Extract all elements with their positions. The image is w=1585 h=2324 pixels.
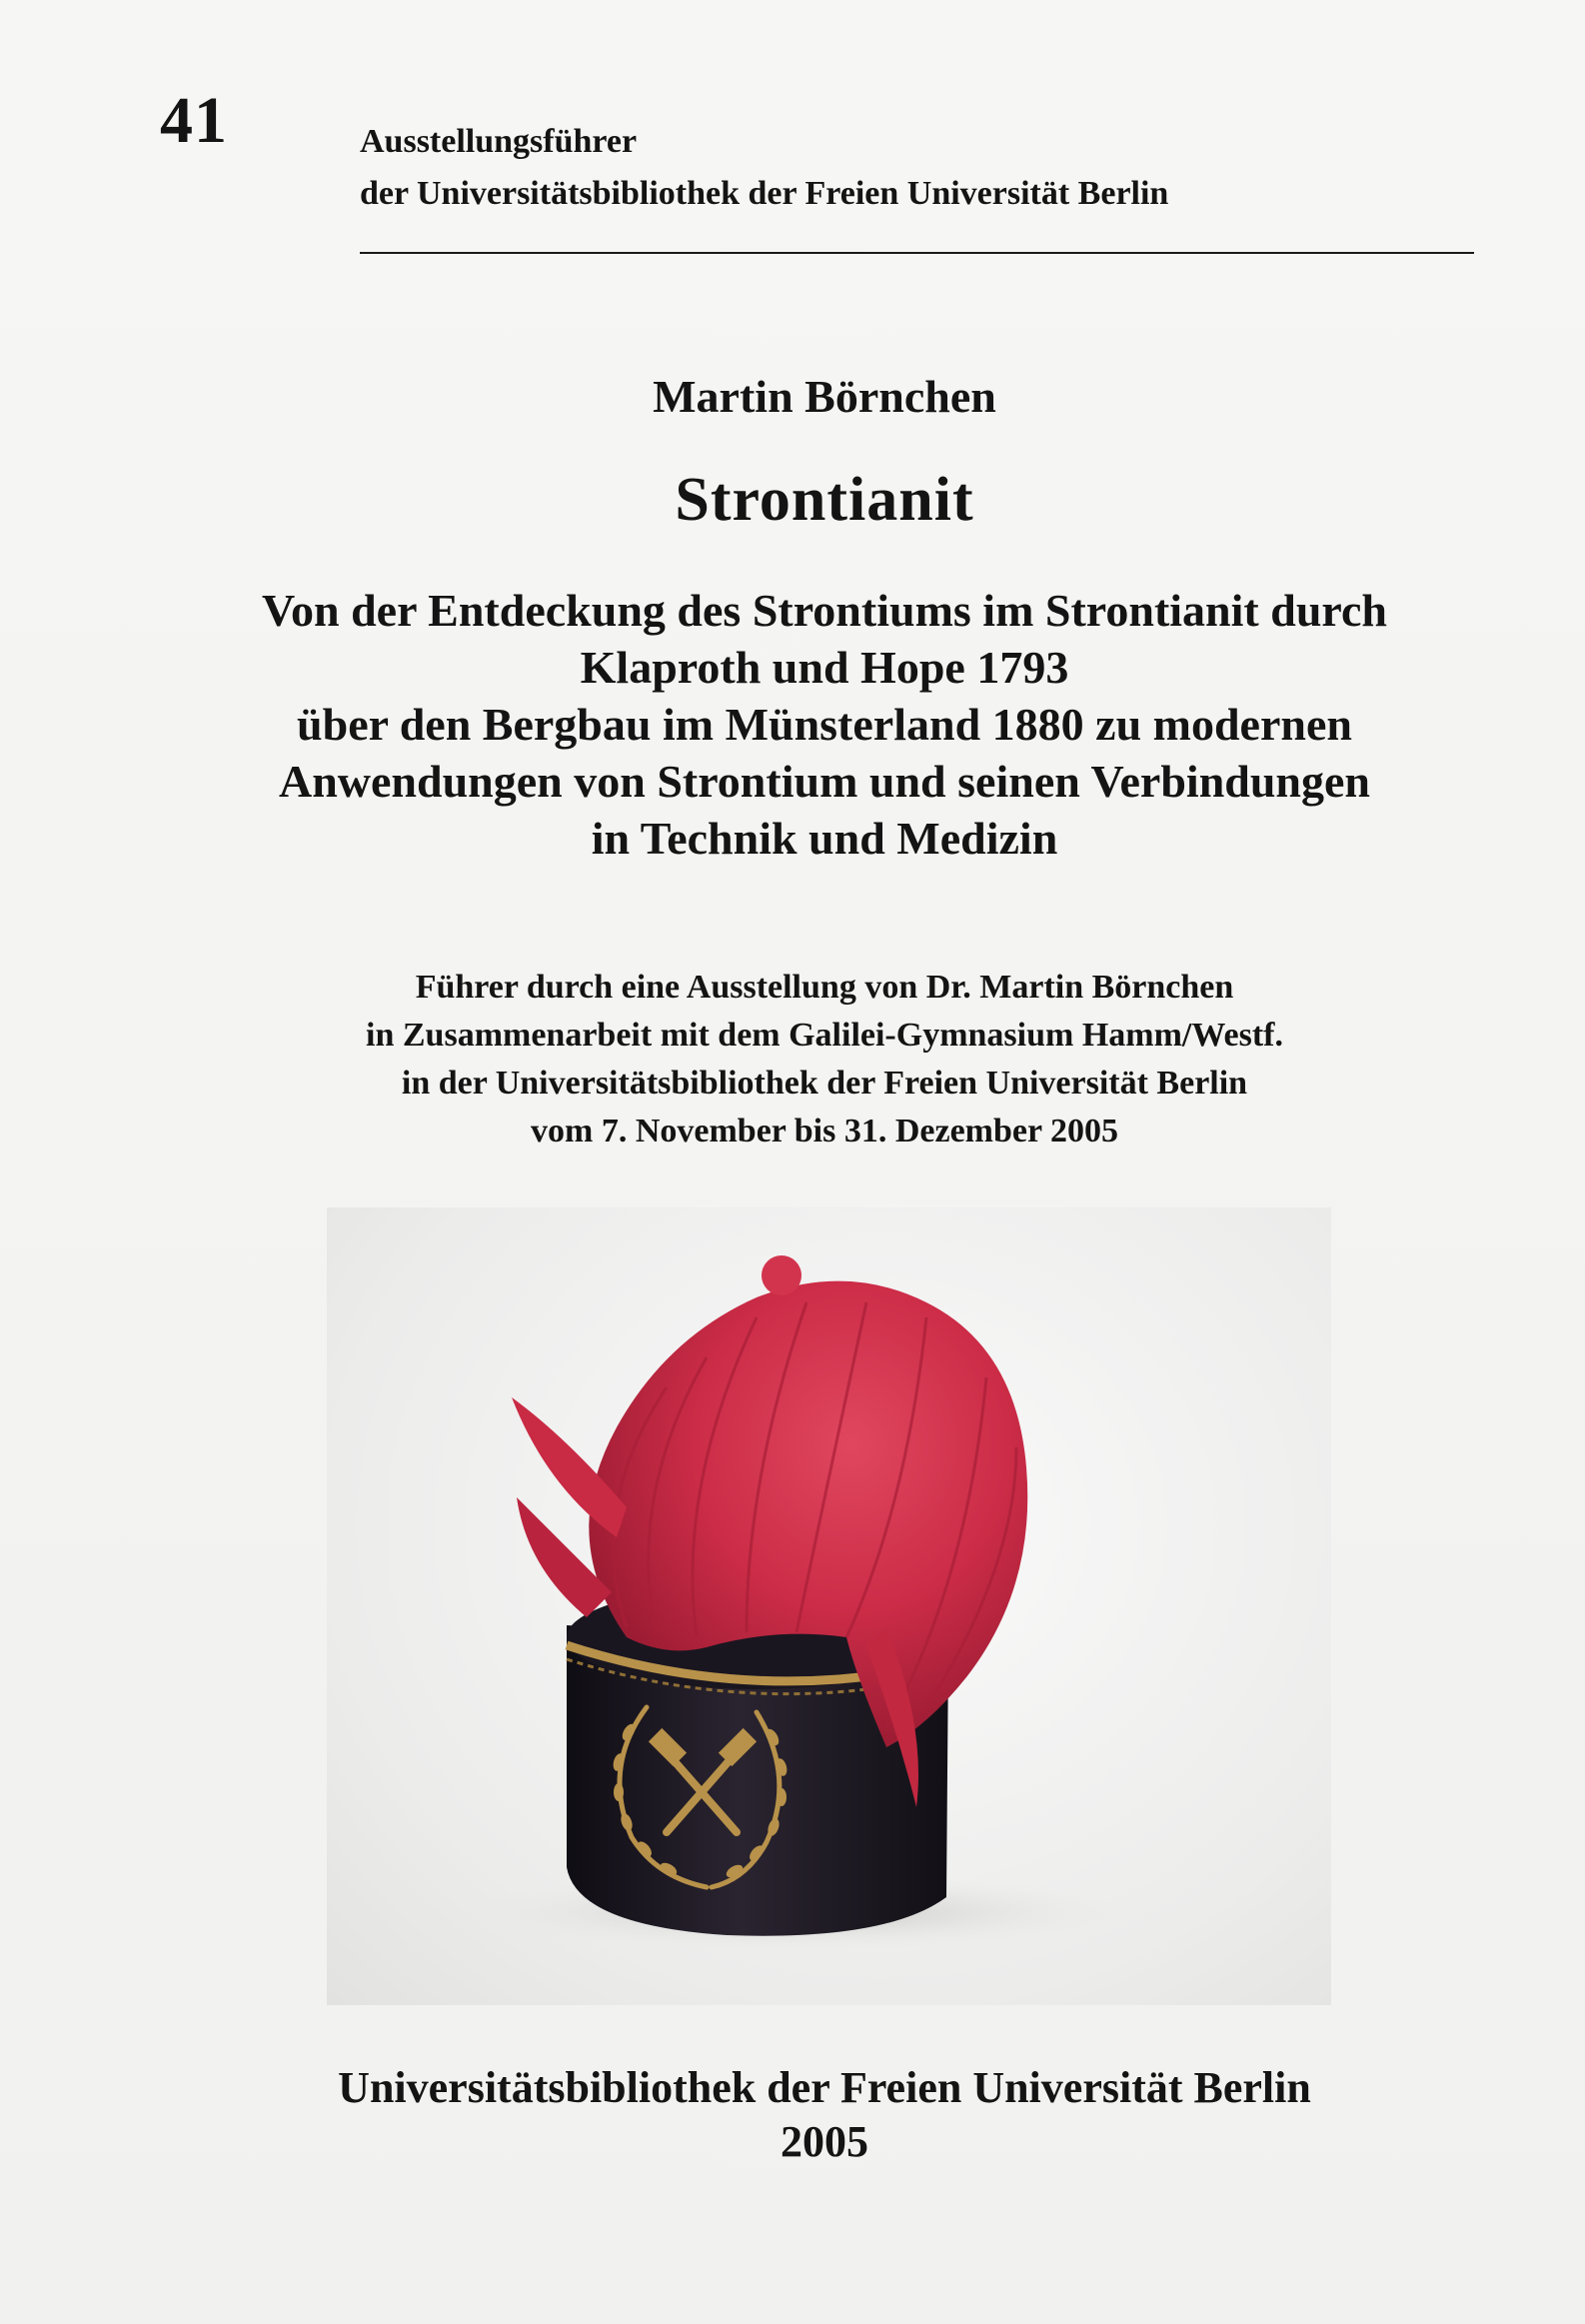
book-subtitle xyxy=(0,582,1585,867)
subtitle-line: Anwendungen von Strontium und seinen Verbindungen xyxy=(278,756,1371,807)
publisher-info xyxy=(0,2061,1585,2169)
pompom xyxy=(762,1255,801,1295)
subtitle-line: über den Bergbau im Münsterland 1880 zu modernen xyxy=(297,699,1352,750)
series-number: 41 xyxy=(160,84,228,157)
exhibition-line: Führer durch eine Ausstellung von Dr. Martin Börnchen xyxy=(415,969,1234,1006)
subtitle-line: in Technik und Medizin xyxy=(591,813,1058,864)
series-title xyxy=(360,116,1168,220)
publication-year: 2005 xyxy=(781,2117,868,2166)
header-divider xyxy=(360,252,1474,254)
series-line-1: Ausstellungsführer xyxy=(360,123,638,160)
exhibition-line: vom 7. November bis 31. Dezember 2005 xyxy=(531,1113,1118,1150)
cover-photo-miner-hat xyxy=(327,1207,1331,2005)
subtitle-line: Von der Entdeckung des Strontiums im Strontianit durch xyxy=(262,585,1387,636)
subtitle-line: Klaproth und Hope 1793 xyxy=(580,642,1069,693)
series-line-2: der Universitätsbibliothek der Freien Universität Berlin xyxy=(360,175,1169,212)
publisher-name: Universitätsbibliothek der Freien Universität Berlin xyxy=(338,2063,1311,2112)
miner-hat-illustration xyxy=(327,1207,1331,2005)
exhibition-info xyxy=(0,964,1585,1156)
author-name: Martin Börnchen xyxy=(653,371,996,422)
book-title: Strontianit xyxy=(675,466,974,534)
exhibition-line: in der Universitätsbibliothek der Freien Universität Berlin xyxy=(401,1065,1248,1102)
exhibition-line: in Zusammenarbeit mit dem Galilei-Gymnasium Hamm/Westf. xyxy=(366,1017,1283,1054)
